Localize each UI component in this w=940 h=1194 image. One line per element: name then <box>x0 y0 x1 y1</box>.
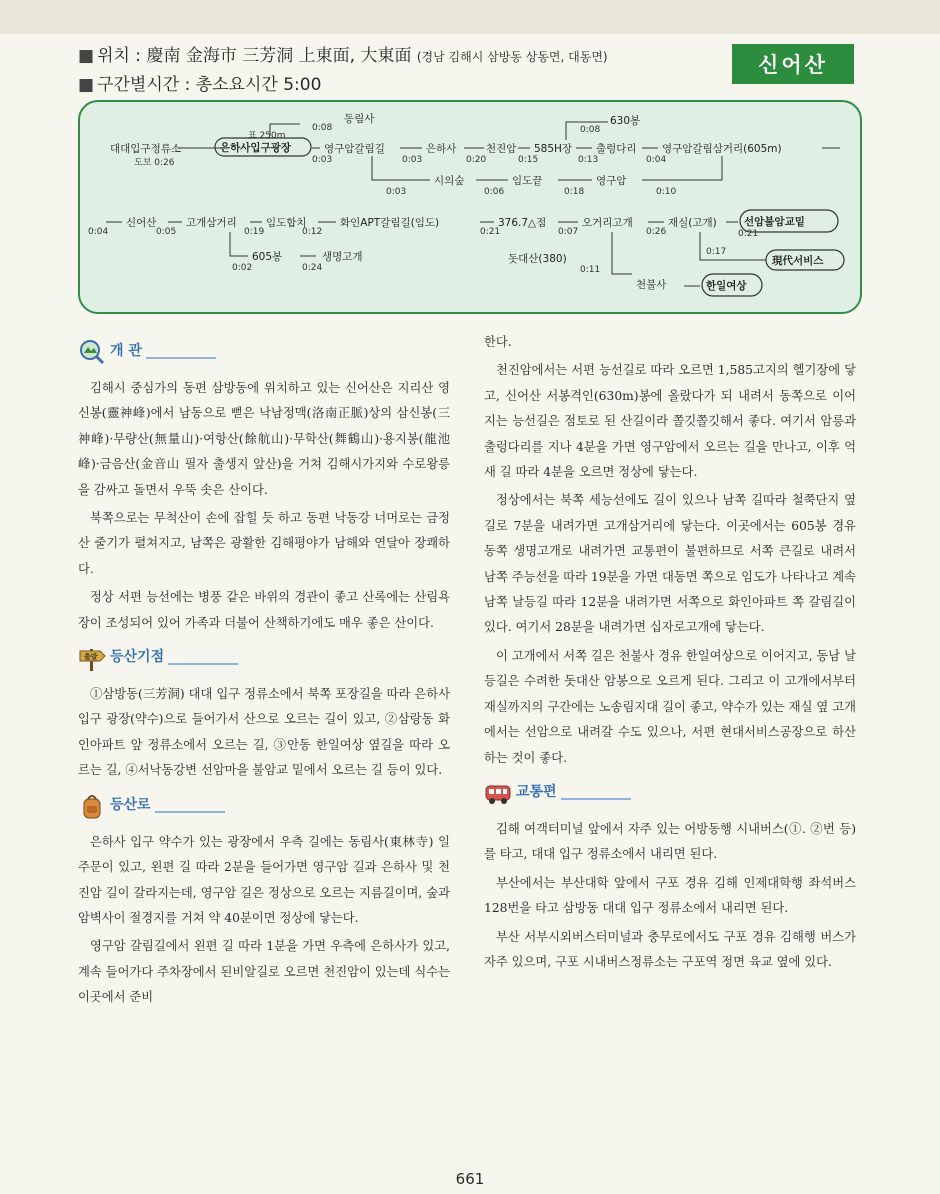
route-label: 영구암갈림삼거리(605m) <box>662 143 782 155</box>
route-label: 0:03 <box>402 155 423 165</box>
route-label: 고개삼거리 <box>186 217 237 229</box>
route-label: 0:17 <box>706 247 727 257</box>
route-label: 0:05 <box>156 227 177 237</box>
route-label: 출렁다리 <box>596 143 637 155</box>
route-label: 0:11 <box>580 265 601 275</box>
route-label: 0:07 <box>558 227 579 237</box>
route-label: 376.7△점 <box>498 217 547 229</box>
time-row: ■ 구간별시간 : 총소요시간 5:00 <box>78 75 322 95</box>
route-label: 0:03 <box>386 187 407 197</box>
route-label: 0:24 <box>302 263 323 273</box>
trail-heading <box>78 790 450 822</box>
route-label: 0:04 <box>646 155 667 165</box>
transport-paragraph: 부산에서는 부산대학 앞에서 구포 경유 김해 인제대학행 좌석버스 128번을 타고 삼방동 대대 입구 정류소에서 내리면 된다. <box>484 875 856 916</box>
route-label: 동림사 <box>344 113 375 125</box>
time-label: 구간별시간 : 총소요시간 5:00 <box>97 75 322 95</box>
route-label: 0:13 <box>578 155 599 165</box>
trail-paragraph: 정상에서는 북쪽 세능선에도 길이 있으나 남쪽 길따라 철쭉단지 옆길로 7분을 내려가면 고개삼거리에 닿는다. 이곳에서는 605봉 경유 동쪽 생명고개로 내려가면 교통편이 불편하므로 서쪽 큰길로 내려서 남쪽 주능선을 따라 19분을 가면 대동면 쪽으로 임도가 나타나고 계속 남쪽 날등길 따라 12분을 내려가면 서쪽으로 화인아파트 쪽 갈림길이 있다. 여기서 28분을 내려가면 십자로고개에 닿는다. <box>484 493 856 635</box>
route-label: 대대입구정류소 <box>110 143 182 155</box>
route-label: 0:03 <box>312 155 333 165</box>
signpost-text: 출발 <box>84 653 98 662</box>
route-label: 돗대산(380) <box>508 253 567 265</box>
top-margin <box>0 0 940 34</box>
trail-title: 등산로 <box>110 796 151 813</box>
route-label: 0:19 <box>244 227 265 237</box>
trail-paragraph: 천진암에서는 서편 능선길로 따라 오르면 1,585고지의 헬기장에 닿고, 신어산 서봉격인(630m)봉에 올랐다가 되 내려서 동쪽으로 이어지는 능선길은 점토로 된 산길이라 쫄깃쫄깃해서 좋다. 여기서 암릉과 출렁다리를 지나 4분을 가면 영구암에서 오르는 길을 만나고, 이후 억새 길 따라 4분을 오르면 정상에 닿는다. <box>484 363 856 480</box>
magnifier-icon <box>78 339 106 365</box>
route-label: 0:15 <box>518 155 539 165</box>
backpack-icon <box>78 793 106 819</box>
overview-paragraph: 북쪽으로는 무척산이 손에 잡힐 듯 하고 동편 낙동강 너머로는 금정산 줄기가 펼쳐지고, 남쪽은 광활한 김해평야가 남해와 연달아 장쾌하다. <box>78 511 450 576</box>
heading-underline <box>146 357 216 359</box>
heading-underline <box>561 798 631 800</box>
overview-paragraph: 정상 서편 능선에는 병풍 같은 바위의 경관이 좋고 산록에는 산림욕장이 조성되어 있어 가족과 더불어 산책하기에도 매우 좋은 산이다. <box>78 590 450 630</box>
route-label: 도보 0:26 <box>134 158 175 168</box>
route-label: 천진암 <box>486 143 517 155</box>
heading-underline <box>168 663 238 665</box>
route-label: 0:18 <box>564 187 585 197</box>
route-label: 0:08 <box>580 125 601 135</box>
route-label: 0:20 <box>466 155 487 165</box>
right-column <box>484 330 856 978</box>
route-label: 선암불암교밑 <box>744 216 805 228</box>
route-label: 0:08 <box>312 123 333 133</box>
overview-heading <box>78 336 450 368</box>
page-number: 661 <box>455 1170 485 1188</box>
route-label: 0:12 <box>302 227 323 237</box>
route-label: 표 250m <box>248 131 286 141</box>
overview-paragraph: 김해시 중심가의 동편 삼방동에 위치하고 있는 신어산은 지리산 영신봉(靈神峰)에서 남동으로 뻗은 낙남정맥(洛南正脈)상의 삼신봉(三神峰)·무량산(無量山)·여항산(餘航山)·무학산(舞鶴山)·용지봉(龍池峰)·금음산(金音山 필자 출생지 앞산)을 거쳐 김해시가지와 수로왕릉을 감싸고 돌면서 우뚝 솟은 산이다. <box>78 381 450 497</box>
route-label: 現代서비스 <box>772 255 824 267</box>
route-label: 은하사입구광장 <box>220 142 292 154</box>
left-column <box>78 330 450 1014</box>
route-label: 한일여상 <box>706 280 747 292</box>
start-paragraph: ①삼방동(三芳洞) 대대 입구 정류소에서 북쪽 포장길을 따라 은하사 입구 광장(약수)으로 들어가서 산으로 오르는 길이 있고, ②삼랑동 화인아파트 앞 정류소에서 오르는 길, ③안동 한일여상 옆길을 따라 오르는 길, ④서낙동강변 선암마을 불암교 밑에서 오르는 길 등이 있다. <box>78 687 450 778</box>
trail-paragraph: 영구암 갈림길에서 왼편 길 따라 1분을 가면 우측에 은하사가 있고, 계속 들어가다 주차장에서 된비알길로 오르면 천진암이 있는데 식수는 이곳에서 준비 <box>78 939 450 1005</box>
trail-paragraph: 은하사 입구 약수가 있는 광장에서 우측 길에는 동림사(東林寺) 일주문이 있고, 왼편 길 따라 2분을 들어가면 영구암 길과 은하사 및 천진암 길이 갈라지는데, 영구암 길은 정상으로 오르는 지름길이며, 숲과 암벽사이 절경지를 거쳐 약 40분이면 정상에 닿는다. <box>78 834 450 925</box>
trail-continuation: 한다. <box>484 335 512 349</box>
signpost-icon <box>78 645 106 671</box>
bus-icon <box>484 780 512 806</box>
start-title: 등산기점 <box>110 649 165 666</box>
route-label: 천불사 <box>636 279 667 291</box>
route-label: 585H장 <box>534 143 573 155</box>
trail-paragraph: 이 고개에서 서쪽 길은 천불사 경유 한일여상으로 이어지고, 동남 날등길은 수려한 돗대산 암봉으로 오르게 된다. 그리고 이 고개에서부터 재실까지의 구간에는 노송림지대 길이 좋고, 약수가 있는 재실 옆 고개에서는 선암으로 내려갈 수도 있으나, 서편 현대서비스공장으로 하산하는 것이 좋다. <box>484 648 856 765</box>
route-label: 0:04 <box>88 227 109 237</box>
route-label: 은하사 <box>426 143 457 155</box>
mountain-name-badge: 신어산 <box>732 44 854 84</box>
route-label: 0:21 <box>480 227 501 237</box>
route-svg <box>80 102 860 312</box>
route-label: 0:26 <box>646 227 667 237</box>
transport-title: 교통편 <box>516 784 557 801</box>
route-diagram <box>78 100 862 314</box>
location-sub: (경남 김해시 삼방동 상동면, 대동면) <box>416 50 608 64</box>
route-label: 시의숲 <box>434 175 465 187</box>
transport-paragraph: 김해 여객터미널 앞에서 자주 있는 어방동행 시내버스(①. ②번 등)를 타고, 대대 입구 정류소에서 내리면 된다. <box>484 821 856 862</box>
route-label: 오거리고개 <box>582 217 633 229</box>
route-label: 신어산 <box>126 217 157 229</box>
mountain-info <box>78 42 608 99</box>
transport-paragraph: 부산 서부시외버스터미널과 충무로에서도 구포 경유 김해행 버스가 자주 있으며, 구포 시내버스정류소는 구포역 정면 육교 옆에 있다. <box>484 929 856 969</box>
route-label: 임도합치 <box>266 217 307 229</box>
route-label: 재실(고개) <box>668 217 717 229</box>
location-row: ■ 위치 : 慶南 金海市 三芳洞 上東面, 大東面 (경남 김해시 삼방동 상동면, 대동면) <box>78 46 608 66</box>
location-label: 위치 : 慶南 金海市 三芳洞 上東面, 大東面 <box>97 46 412 66</box>
route-label: 임도끝 <box>512 175 543 187</box>
route-label: 605봉 <box>252 251 283 263</box>
route-label: 화인APT갈림길(임도) <box>340 217 440 229</box>
transport-heading <box>484 777 856 809</box>
route-label: 영구암 <box>596 175 627 187</box>
route-label: 영구암갈림길 <box>324 143 385 155</box>
start-heading <box>78 642 450 674</box>
route-label: 생명고개 <box>322 251 363 263</box>
route-label: 0:02 <box>232 263 253 273</box>
route-label: 0:06 <box>484 187 505 197</box>
heading-underline <box>155 811 225 813</box>
route-label: 0:21 <box>738 229 759 239</box>
route-label: 0:10 <box>656 187 677 197</box>
route-label: 630봉 <box>610 115 641 127</box>
overview-title: 개 관 <box>110 343 142 360</box>
